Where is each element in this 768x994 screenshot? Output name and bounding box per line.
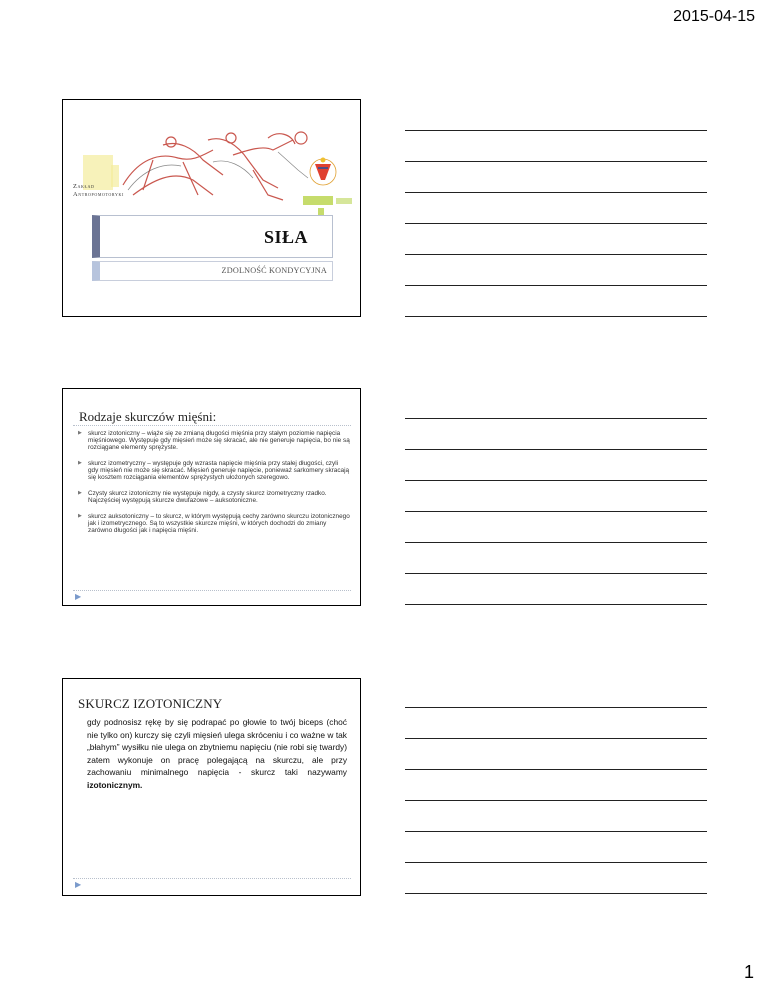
slide-title: Rodzaje skurczów mięśni:: [79, 409, 217, 424]
organization-name: [73, 183, 124, 199]
bullet-arrow-icon: ▶: [78, 513, 82, 519]
title-box: [92, 215, 333, 258]
bullet-arrow-icon: ▶: [78, 490, 82, 496]
footer-divider: [73, 878, 351, 879]
list-item: ▶ skurcz izotoniczny – wiąże się ze zmianą długości mięśnia przy stałym poziomie napięcia mięśniowego. Występuje gdy mięsień może się skracać, ale nie generuje napięcia, bo nie są rozciągane elementy sprężyste.: [78, 430, 350, 451]
list-item: ▶ Czysty skurcz izotoniczny nie występuje nigdy, a czysty skurcz izometryczny rzadko. Najczęściej występują skurcze dwufazowe – auksotoniczne.: [78, 490, 327, 504]
org-line-1: Zakład: [73, 183, 95, 190]
slide-1-title: [62, 99, 361, 317]
print-date: 2015-04-15: [673, 8, 755, 25]
slide-3-isotonic: [62, 678, 361, 896]
bullet-arrow-icon: ▶: [78, 460, 82, 466]
list-item: ▶ skurcz auksotoniczny – to skurcz, w którym występują cechy zarówno skurczu izotonicznego jak i izometrycznego. Są to wszystkie skurcze mięśni, w których dochodzi do zmiany zarówno długości jak i napięcia mięśni.: [78, 513, 350, 534]
bullet-arrow-icon: ▶: [78, 430, 82, 436]
slide-title: SKURCZ IZOTONICZNY: [78, 696, 223, 711]
title-divider: [73, 425, 351, 426]
page-number: 1: [743, 962, 754, 982]
slide-2-contractions: [62, 388, 361, 606]
footer-arrow-icon: ▶: [75, 592, 82, 601]
slide-title: SIŁA: [263, 227, 308, 247]
footer-arrow-icon: ▶: [75, 880, 82, 889]
slide-body-text: gdy podnosisz rękę by się podrapać po głowie to twój biceps (choć nie tylko on) kurczy się czyli mięsień ulega skróceniu i co ważne w tak „błahym” wysiłku nie ulega on zbytniemu napięciu (nie robi się twardy) zatem wykonuje on pracę polegającą na skurczu, ale przy zachowaniu minimalnego napięcia - skurcz taki nazywamy izotonicznym.: [87, 717, 347, 790]
org-line-2: Antropomotoryki: [73, 191, 124, 198]
sprinters-illustration: [63, 100, 361, 220]
bullet-list: [78, 430, 350, 543]
subtitle-box: [92, 261, 333, 281]
slide-subtitle: ZDOLNOŚĆ KONDYCYJNA: [221, 266, 327, 275]
emphasis-term: izotonicznym.: [87, 779, 143, 790]
footer-divider: [73, 590, 351, 591]
awf-torch-logo-icon: [310, 158, 336, 186]
list-item: ▶ skurcz izometryczny – występuje gdy wzrasta napięcie mięśnia przy stałej długości, czyli gdy mięsień nie może się skracać. Mięsień generuje napięcie, ponieważ sarkomery skracają się kosztem rozciągania elementów sprężystych ułożonych szeregowo.: [78, 460, 350, 481]
